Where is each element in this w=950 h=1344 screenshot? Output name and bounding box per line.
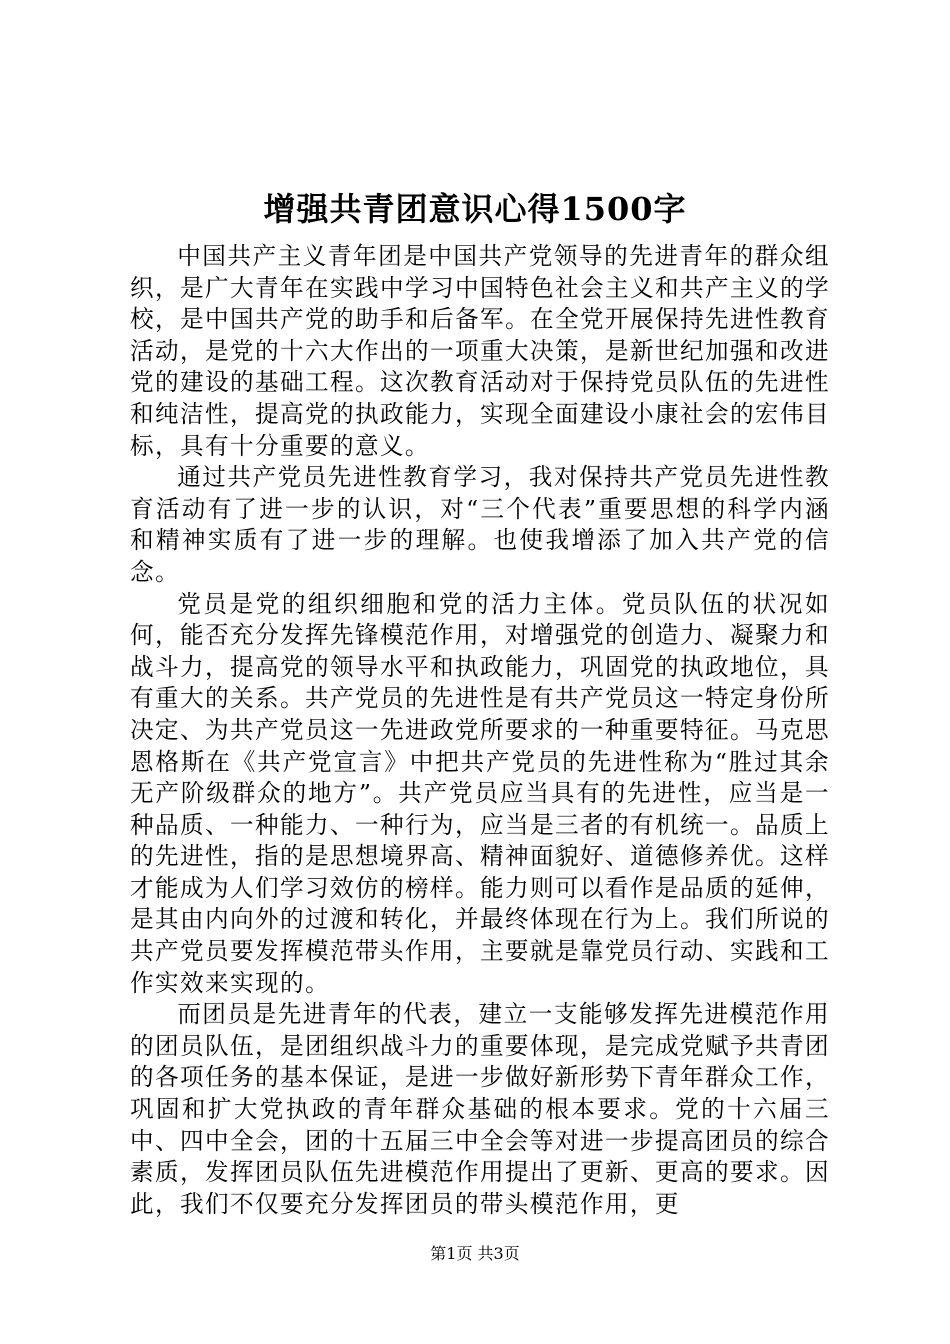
paragraph-1: 中国共产主义青年团是中国共产党领导的先进青年的群众组织，是广大青年在实践中学习中国特色社会主义和共产主义的学校，是中国共产党的助手和后备军。在全党开展保持先进性教育活动，是党的十六大作出的一项重大决策，是新世纪加强和改进党的建设的基础工程。这次教育活动对于保持党员队伍的先进性和纯洁性，提高党的执政能力，实现全面建设小康社会的宏伟目标，具有十分重要的意义。 <box>130 242 830 460</box>
page-number-footer: 第1页 共3页 <box>430 1244 520 1263</box>
paragraph-3: 党员是党的组织细胞和党的活力主体。党员队伍的状况如何，能否充分发挥先锋模范作用，对增强党的创造力、凝聚力和战斗力，提高党的领导水平和执政能力，巩固党的执政地位，具有重大的关系。共产党员的先进性是有共产党员这一特定身份所决定、为共产党员这一先进政党所要求的一种重要特征。马克思恩格斯在《共产党宣言》中把共产党员的先进性称为“胜过其余无产阶级群众的地方”。共产党员应当具有的先进性，应当是一种品质、一种能力、一种行为，应当是三者的有机统一。品质上的先进性，指的是思想境界高、精神面貌好、道德修养优。这样才能成为人们学习效仿的榜样。能力则可以看作是品质的延伸，是其由内向外的过渡和转化，并最终体现在行为上。我们所说的共产党员要发挥模范带头作用，主要就是靠党员行动、实践和工作实效来实现的。 <box>130 589 830 997</box>
paragraph-4: 而团员是先进青年的代表，建立一支能够发挥先进模范作用的团员队伍，是团组织战斗力的重要体现，是完成党赋予共青团的各项任务的基本保证，是进一步做好新形势下青年群众工作，巩固和扩大党执政的青年群众基础的根本要求。党的十六届三中、四中全会，团的十五届三中全会等对进一步提高团员的综合素质，发挥团员队伍先进模范作用提出了更新、更高的要求。因此，我们不仅要充分发挥团员的带头模范作用，更 <box>130 1000 830 1218</box>
document-body <box>130 241 830 1220</box>
document-title: 增强共青团意识心得1500字 <box>263 190 687 228</box>
paragraph-2: 通过共产党员先进性教育学习，我对保持共产党员先进性教育活动有了进一步的认识，对“三个代表”重要思想的科学内涵和精神实质有了进一步的理解。也使我增添了加入共产党的信念。 <box>130 463 830 586</box>
